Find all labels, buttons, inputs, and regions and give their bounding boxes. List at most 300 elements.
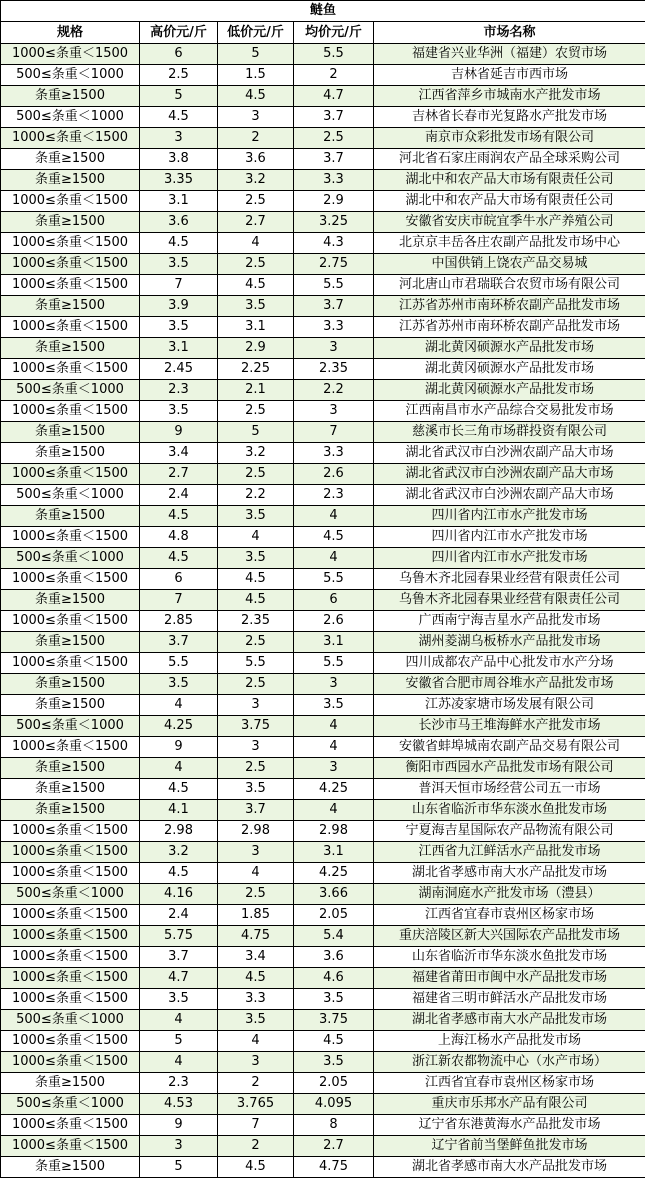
cell-market: 安徽省蚌埠城南农副产品交易有限公司 bbox=[374, 737, 645, 758]
cell-high-price: 3 bbox=[140, 128, 218, 149]
cell-spec: 1000≤条重＜1500 bbox=[1, 254, 140, 275]
table-row bbox=[1, 800, 645, 821]
cell-high-price: 3.35 bbox=[140, 170, 218, 191]
cell-market: 南京市众彩批发市场有限公司 bbox=[374, 128, 645, 149]
cell-low-price: 4.5 bbox=[218, 86, 294, 107]
table-row bbox=[1, 968, 645, 989]
cell-avg-price: 3 bbox=[294, 401, 374, 422]
cell-spec: 1000≤条重＜1500 bbox=[1, 569, 140, 590]
cell-low-price: 3.1 bbox=[218, 317, 294, 338]
cell-low-price: 3.765 bbox=[218, 1094, 294, 1115]
cell-spec: 条重≥1500 bbox=[1, 800, 140, 821]
cell-market: 江西省九江鲜活水产品批发市场 bbox=[374, 842, 645, 863]
cell-high-price: 2.85 bbox=[140, 611, 218, 632]
cell-market: 江苏省苏州市南环桥农副产品批发市场 bbox=[374, 296, 645, 317]
table-row bbox=[1, 737, 645, 758]
cell-low-price: 3.5 bbox=[218, 779, 294, 800]
cell-avg-price: 3.5 bbox=[294, 1052, 374, 1073]
cell-low-price: 3.5 bbox=[218, 1010, 294, 1031]
cell-spec: 1000≤条重＜1500 bbox=[1, 44, 140, 65]
table-row bbox=[1, 905, 645, 926]
cell-market: 湖北黄冈硕源水产品批发市场 bbox=[374, 380, 645, 401]
cell-spec: 条重≥1500 bbox=[1, 422, 140, 443]
table-row bbox=[1, 758, 645, 779]
table-row bbox=[1, 842, 645, 863]
cell-high-price: 4.5 bbox=[140, 107, 218, 128]
cell-low-price: 2.5 bbox=[218, 674, 294, 695]
header-low-price: 低价元/斤 bbox=[218, 22, 294, 44]
cell-avg-price: 4 bbox=[294, 506, 374, 527]
cell-high-price: 4.8 bbox=[140, 527, 218, 548]
cell-high-price: 3.9 bbox=[140, 296, 218, 317]
cell-low-price: 4.5 bbox=[218, 1157, 294, 1178]
cell-market: 四川省内江市水产批发市场 bbox=[374, 548, 645, 569]
cell-high-price: 4 bbox=[140, 1052, 218, 1073]
cell-avg-price: 2.75 bbox=[294, 254, 374, 275]
cell-avg-price: 2.6 bbox=[294, 464, 374, 485]
cell-spec: 条重≥1500 bbox=[1, 86, 140, 107]
cell-avg-price: 2.35 bbox=[294, 359, 374, 380]
cell-avg-price: 2.05 bbox=[294, 905, 374, 926]
cell-high-price: 7 bbox=[140, 275, 218, 296]
table-row bbox=[1, 422, 645, 443]
table-row bbox=[1, 569, 645, 590]
cell-market: 安徽省安庆市皖宜季牛水产养殖公司 bbox=[374, 212, 645, 233]
cell-spec: 1000≤条重＜1500 bbox=[1, 401, 140, 422]
cell-high-price: 7 bbox=[140, 590, 218, 611]
cell-avg-price: 3.3 bbox=[294, 317, 374, 338]
cell-market: 山东省临沂市华东淡水鱼批发市场 bbox=[374, 947, 645, 968]
cell-spec: 500≤条重＜1000 bbox=[1, 485, 140, 506]
cell-avg-price: 3.75 bbox=[294, 1010, 374, 1031]
table-row bbox=[1, 380, 645, 401]
table-row bbox=[1, 506, 645, 527]
cell-avg-price: 4.5 bbox=[294, 527, 374, 548]
cell-low-price: 2.35 bbox=[218, 611, 294, 632]
table-row bbox=[1, 1010, 645, 1031]
table-row bbox=[1, 926, 645, 947]
cell-avg-price: 4.75 bbox=[294, 1157, 374, 1178]
cell-low-price: 2.2 bbox=[218, 485, 294, 506]
cell-high-price: 4 bbox=[140, 1010, 218, 1031]
table-row bbox=[1, 1094, 645, 1115]
cell-high-price: 2.4 bbox=[140, 485, 218, 506]
table-row bbox=[1, 1031, 645, 1052]
cell-market: 四川成都农产品中心批发市水产分场 bbox=[374, 653, 645, 674]
cell-market: 江西南昌市水产品综合交易批发市场 bbox=[374, 401, 645, 422]
cell-high-price: 3.5 bbox=[140, 674, 218, 695]
cell-spec: 条重≥1500 bbox=[1, 674, 140, 695]
cell-low-price: 2.1 bbox=[218, 380, 294, 401]
cell-market: 江西省萍乡市城南水产批发市场 bbox=[374, 86, 645, 107]
table-title: 鲢鱼 bbox=[1, 1, 645, 22]
cell-low-price: 2.9 bbox=[218, 338, 294, 359]
table-row bbox=[1, 1052, 645, 1073]
cell-market: 宁夏海吉星国际农产品物流有限公司 bbox=[374, 821, 645, 842]
table-body bbox=[1, 44, 645, 1178]
cell-avg-price: 6 bbox=[294, 590, 374, 611]
table-row bbox=[1, 527, 645, 548]
cell-avg-price: 5.5 bbox=[294, 653, 374, 674]
cell-spec: 500≤条重＜1000 bbox=[1, 1094, 140, 1115]
cell-market: 中国供销上饶农产品交易城 bbox=[374, 254, 645, 275]
cell-low-price: 3.75 bbox=[218, 716, 294, 737]
cell-spec: 条重≥1500 bbox=[1, 149, 140, 170]
cell-market: 湖北中和农产品大市场有限责任公司 bbox=[374, 191, 645, 212]
table-row bbox=[1, 947, 645, 968]
table-row bbox=[1, 170, 645, 191]
header-avg-price: 均价元/斤 bbox=[294, 22, 374, 44]
table-row bbox=[1, 191, 645, 212]
cell-market: 江苏凌家塘市场发展有限公司 bbox=[374, 695, 645, 716]
cell-spec: 1000≤条重＜1500 bbox=[1, 947, 140, 968]
cell-market: 安徽省合肥市周谷堆水产品批发市场 bbox=[374, 674, 645, 695]
cell-high-price: 3.5 bbox=[140, 989, 218, 1010]
cell-market: 吉林省延吉市西市场 bbox=[374, 65, 645, 86]
cell-spec: 条重≥1500 bbox=[1, 296, 140, 317]
cell-high-price: 3.7 bbox=[140, 632, 218, 653]
table-row bbox=[1, 149, 645, 170]
cell-high-price: 4.25 bbox=[140, 716, 218, 737]
cell-low-price: 3.5 bbox=[218, 548, 294, 569]
cell-avg-price: 3.6 bbox=[294, 947, 374, 968]
cell-market: 慈溪市长三角市场群投资有限公司 bbox=[374, 422, 645, 443]
cell-spec: 500≤条重＜1000 bbox=[1, 65, 140, 86]
cell-low-price: 3.7 bbox=[218, 800, 294, 821]
cell-market: 衡阳市西园水产品批发市场有限公司 bbox=[374, 758, 645, 779]
table-row bbox=[1, 107, 645, 128]
cell-avg-price: 3.1 bbox=[294, 632, 374, 653]
cell-spec: 条重≥1500 bbox=[1, 212, 140, 233]
cell-market: 乌鲁木齐北园春果业经营有限责任公司 bbox=[374, 569, 645, 590]
table-row bbox=[1, 716, 645, 737]
cell-avg-price: 2.6 bbox=[294, 611, 374, 632]
cell-avg-price: 3.3 bbox=[294, 170, 374, 191]
cell-spec: 500≤条重＜1000 bbox=[1, 548, 140, 569]
cell-high-price: 9 bbox=[140, 737, 218, 758]
cell-spec: 条重≥1500 bbox=[1, 443, 140, 464]
table-row bbox=[1, 653, 645, 674]
cell-market: 河北唐山市君瑞联合农贸市场有限公司 bbox=[374, 275, 645, 296]
cell-high-price: 5 bbox=[140, 1157, 218, 1178]
table-row bbox=[1, 611, 645, 632]
cell-high-price: 2.98 bbox=[140, 821, 218, 842]
cell-low-price: 1.85 bbox=[218, 905, 294, 926]
cell-avg-price: 2.5 bbox=[294, 128, 374, 149]
cell-high-price: 9 bbox=[140, 1115, 218, 1136]
cell-low-price: 2.5 bbox=[218, 632, 294, 653]
cell-avg-price: 4.25 bbox=[294, 779, 374, 800]
cell-spec: 500≤条重＜1000 bbox=[1, 380, 140, 401]
cell-market: 福建省莆田市闽中水产品批发市场 bbox=[374, 968, 645, 989]
cell-low-price: 3.3 bbox=[218, 989, 294, 1010]
cell-low-price: 5 bbox=[218, 422, 294, 443]
cell-high-price: 5 bbox=[140, 86, 218, 107]
table-row bbox=[1, 233, 645, 254]
cell-high-price: 4.5 bbox=[140, 548, 218, 569]
cell-high-price: 2.5 bbox=[140, 65, 218, 86]
cell-spec: 条重≥1500 bbox=[1, 590, 140, 611]
cell-spec: 500≤条重＜1000 bbox=[1, 716, 140, 737]
table-row bbox=[1, 443, 645, 464]
table-row bbox=[1, 254, 645, 275]
cell-spec: 1000≤条重＜1500 bbox=[1, 842, 140, 863]
cell-low-price: 4.75 bbox=[218, 926, 294, 947]
cell-low-price: 4.5 bbox=[218, 569, 294, 590]
cell-high-price: 3.4 bbox=[140, 443, 218, 464]
cell-spec: 条重≥1500 bbox=[1, 695, 140, 716]
cell-spec: 1000≤条重＜1500 bbox=[1, 737, 140, 758]
cell-low-price: 4 bbox=[218, 233, 294, 254]
cell-avg-price: 3 bbox=[294, 338, 374, 359]
cell-market: 福建省兴业华洲（福建）农贸市场 bbox=[374, 44, 645, 65]
header-market: 市场名称 bbox=[374, 22, 645, 44]
cell-high-price: 3.2 bbox=[140, 842, 218, 863]
cell-market: 重庆市乐邦水产品有限公司 bbox=[374, 1094, 645, 1115]
cell-avg-price: 3 bbox=[294, 758, 374, 779]
cell-high-price: 5.75 bbox=[140, 926, 218, 947]
cell-spec: 500≤条重＜1000 bbox=[1, 884, 140, 905]
cell-avg-price: 3.66 bbox=[294, 884, 374, 905]
cell-avg-price: 4.3 bbox=[294, 233, 374, 254]
cell-low-price: 3.2 bbox=[218, 443, 294, 464]
cell-low-price: 2.98 bbox=[218, 821, 294, 842]
header-row bbox=[1, 22, 645, 44]
cell-spec: 1000≤条重＜1500 bbox=[1, 128, 140, 149]
cell-avg-price: 3.7 bbox=[294, 296, 374, 317]
cell-market: 北京京丰岳各庄农副产品批发市场中心 bbox=[374, 233, 645, 254]
cell-spec: 1000≤条重＜1500 bbox=[1, 317, 140, 338]
cell-low-price: 2 bbox=[218, 128, 294, 149]
cell-avg-price: 3 bbox=[294, 674, 374, 695]
cell-market: 江西省宜春市袁州区杨家市场 bbox=[374, 1073, 645, 1094]
cell-spec: 条重≥1500 bbox=[1, 1157, 140, 1178]
table-row bbox=[1, 989, 645, 1010]
cell-market: 江苏省苏州市南环桥农副产品批发市场 bbox=[374, 317, 645, 338]
cell-high-price: 4.16 bbox=[140, 884, 218, 905]
cell-avg-price: 4.6 bbox=[294, 968, 374, 989]
cell-spec: 1000≤条重＜1500 bbox=[1, 926, 140, 947]
cell-spec: 1000≤条重＜1500 bbox=[1, 191, 140, 212]
cell-avg-price: 2 bbox=[294, 65, 374, 86]
cell-high-price: 2.3 bbox=[140, 1073, 218, 1094]
cell-spec: 1000≤条重＜1500 bbox=[1, 1031, 140, 1052]
cell-low-price: 7 bbox=[218, 1115, 294, 1136]
cell-high-price: 6 bbox=[140, 569, 218, 590]
table-row bbox=[1, 485, 645, 506]
title-row bbox=[1, 1, 645, 22]
cell-low-price: 4 bbox=[218, 1031, 294, 1052]
cell-avg-price: 3.25 bbox=[294, 212, 374, 233]
cell-high-price: 3 bbox=[140, 1136, 218, 1157]
cell-low-price: 3.5 bbox=[218, 506, 294, 527]
cell-spec: 1000≤条重＜1500 bbox=[1, 863, 140, 884]
table-row bbox=[1, 695, 645, 716]
cell-low-price: 3.2 bbox=[218, 170, 294, 191]
cell-low-price: 2.25 bbox=[218, 359, 294, 380]
cell-avg-price: 5.4 bbox=[294, 926, 374, 947]
table-row bbox=[1, 296, 645, 317]
cell-low-price: 4.5 bbox=[218, 968, 294, 989]
table-row bbox=[1, 674, 645, 695]
cell-spec: 1000≤条重＜1500 bbox=[1, 275, 140, 296]
cell-low-price: 5.5 bbox=[218, 653, 294, 674]
cell-spec: 500≤条重＜1000 bbox=[1, 107, 140, 128]
table-row bbox=[1, 212, 645, 233]
cell-avg-price: 4 bbox=[294, 716, 374, 737]
cell-spec: 1000≤条重＜1500 bbox=[1, 1115, 140, 1136]
table-row bbox=[1, 359, 645, 380]
cell-spec: 条重≥1500 bbox=[1, 1073, 140, 1094]
cell-market: 湖北省孝感市南大水产品批发市场 bbox=[374, 1157, 645, 1178]
cell-spec: 条重≥1500 bbox=[1, 779, 140, 800]
cell-avg-price: 2.2 bbox=[294, 380, 374, 401]
cell-market: 辽宁省东港黄海水产品批发市场 bbox=[374, 1115, 645, 1136]
cell-low-price: 3 bbox=[218, 1052, 294, 1073]
table-row bbox=[1, 884, 645, 905]
table-row bbox=[1, 1115, 645, 1136]
table-row bbox=[1, 44, 645, 65]
cell-spec: 条重≥1500 bbox=[1, 758, 140, 779]
table-row bbox=[1, 1073, 645, 1094]
cell-market: 湖北省孝感市南大水产品批发市场 bbox=[374, 1010, 645, 1031]
cell-low-price: 4.5 bbox=[218, 590, 294, 611]
cell-market: 湖南洞庭水产批发市场（澧县） bbox=[374, 884, 645, 905]
cell-spec: 500≤条重＜1000 bbox=[1, 1010, 140, 1031]
cell-market: 吉林省长春市光复路水产批发市场 bbox=[374, 107, 645, 128]
cell-market: 辽宁省前当堡鲜鱼批发市场 bbox=[374, 1136, 645, 1157]
cell-market: 湖北黄冈硕源水产品批发市场 bbox=[374, 359, 645, 380]
cell-high-price: 3.1 bbox=[140, 191, 218, 212]
cell-market: 湖北省武汉市白沙洲农副产品大市场 bbox=[374, 485, 645, 506]
cell-market: 湖北省武汉市白沙洲农副产品大市场 bbox=[374, 443, 645, 464]
cell-high-price: 2.4 bbox=[140, 905, 218, 926]
cell-low-price: 3 bbox=[218, 842, 294, 863]
cell-high-price: 4.1 bbox=[140, 800, 218, 821]
cell-spec: 1000≤条重＜1500 bbox=[1, 464, 140, 485]
cell-spec: 条重≥1500 bbox=[1, 632, 140, 653]
table-row bbox=[1, 65, 645, 86]
cell-market: 江西省宜春市袁州区杨家市场 bbox=[374, 905, 645, 926]
cell-spec: 1000≤条重＜1500 bbox=[1, 1136, 140, 1157]
cell-market: 福建省三明市鲜活水产品批发市场 bbox=[374, 989, 645, 1010]
cell-high-price: 4 bbox=[140, 758, 218, 779]
cell-avg-price: 4 bbox=[294, 548, 374, 569]
cell-market: 广西南宁海吉星水产品批发市场 bbox=[374, 611, 645, 632]
cell-low-price: 3.4 bbox=[218, 947, 294, 968]
cell-market: 四川省内江市水产批发市场 bbox=[374, 506, 645, 527]
header-spec: 规格 bbox=[1, 22, 140, 44]
cell-market: 湖北省武汉市白沙洲农副产品大市场 bbox=[374, 464, 645, 485]
cell-spec: 1000≤条重＜1500 bbox=[1, 611, 140, 632]
cell-high-price: 3.5 bbox=[140, 401, 218, 422]
cell-low-price: 3.5 bbox=[218, 296, 294, 317]
cell-high-price: 3.8 bbox=[140, 149, 218, 170]
cell-avg-price: 7 bbox=[294, 422, 374, 443]
cell-market: 湖北中和农产品大市场有限责任公司 bbox=[374, 170, 645, 191]
table-row bbox=[1, 275, 645, 296]
cell-low-price: 3 bbox=[218, 737, 294, 758]
cell-spec: 条重≥1500 bbox=[1, 338, 140, 359]
cell-market: 浙江新农都物流中心（水产市场） bbox=[374, 1052, 645, 1073]
cell-low-price: 2.5 bbox=[218, 401, 294, 422]
cell-high-price: 6 bbox=[140, 44, 218, 65]
cell-high-price: 3.5 bbox=[140, 254, 218, 275]
cell-high-price: 5 bbox=[140, 1031, 218, 1052]
cell-high-price: 2.45 bbox=[140, 359, 218, 380]
cell-avg-price: 8 bbox=[294, 1115, 374, 1136]
cell-low-price: 2 bbox=[218, 1073, 294, 1094]
cell-avg-price: 5.5 bbox=[294, 569, 374, 590]
cell-high-price: 3.7 bbox=[140, 947, 218, 968]
cell-low-price: 5 bbox=[218, 44, 294, 65]
cell-high-price: 4.53 bbox=[140, 1094, 218, 1115]
cell-high-price: 4.5 bbox=[140, 779, 218, 800]
cell-low-price: 3.6 bbox=[218, 149, 294, 170]
cell-avg-price: 3.7 bbox=[294, 149, 374, 170]
cell-market: 四川省内江市水产批发市场 bbox=[374, 527, 645, 548]
cell-low-price: 2 bbox=[218, 1136, 294, 1157]
cell-avg-price: 3.3 bbox=[294, 443, 374, 464]
cell-market: 山东省临沂市华东淡水鱼批发市场 bbox=[374, 800, 645, 821]
cell-spec: 条重≥1500 bbox=[1, 506, 140, 527]
cell-low-price: 4.5 bbox=[218, 275, 294, 296]
cell-low-price: 4 bbox=[218, 863, 294, 884]
cell-high-price: 4.7 bbox=[140, 968, 218, 989]
cell-avg-price: 2.3 bbox=[294, 485, 374, 506]
table-row bbox=[1, 590, 645, 611]
cell-market: 普洱天恒市场经营公司五一市场 bbox=[374, 779, 645, 800]
cell-low-price: 2.5 bbox=[218, 254, 294, 275]
cell-avg-price: 3.1 bbox=[294, 842, 374, 863]
cell-high-price: 3.6 bbox=[140, 212, 218, 233]
cell-low-price: 2.5 bbox=[218, 758, 294, 779]
cell-spec: 1000≤条重＜1500 bbox=[1, 233, 140, 254]
cell-high-price: 5.5 bbox=[140, 653, 218, 674]
cell-spec: 条重≥1500 bbox=[1, 170, 140, 191]
cell-spec: 1000≤条重＜1500 bbox=[1, 989, 140, 1010]
table-row bbox=[1, 632, 645, 653]
cell-high-price: 4.5 bbox=[140, 506, 218, 527]
cell-market: 乌鲁木齐北园春果业经营有限责任公司 bbox=[374, 590, 645, 611]
cell-spec: 1000≤条重＜1500 bbox=[1, 968, 140, 989]
cell-low-price: 2.5 bbox=[218, 191, 294, 212]
cell-market: 湖州菱湖乌板桥水产品批发市场 bbox=[374, 632, 645, 653]
cell-avg-price: 4.25 bbox=[294, 863, 374, 884]
table-row bbox=[1, 821, 645, 842]
cell-high-price: 4 bbox=[140, 695, 218, 716]
cell-high-price: 4.5 bbox=[140, 863, 218, 884]
cell-avg-price: 4.5 bbox=[294, 1031, 374, 1052]
cell-high-price: 4.5 bbox=[140, 233, 218, 254]
cell-spec: 1000≤条重＜1500 bbox=[1, 359, 140, 380]
cell-high-price: 3.5 bbox=[140, 317, 218, 338]
cell-spec: 1000≤条重＜1500 bbox=[1, 653, 140, 674]
cell-avg-price: 2.05 bbox=[294, 1073, 374, 1094]
cell-spec: 1000≤条重＜1500 bbox=[1, 1052, 140, 1073]
cell-market: 上海江杨水产品批发市场 bbox=[374, 1031, 645, 1052]
cell-avg-price: 4.7 bbox=[294, 86, 374, 107]
table-row bbox=[1, 338, 645, 359]
table-row bbox=[1, 317, 645, 338]
cell-avg-price: 3.7 bbox=[294, 107, 374, 128]
cell-high-price: 9 bbox=[140, 422, 218, 443]
table-row bbox=[1, 128, 645, 149]
cell-high-price: 3.1 bbox=[140, 338, 218, 359]
cell-spec: 1000≤条重＜1500 bbox=[1, 527, 140, 548]
cell-low-price: 2.5 bbox=[218, 884, 294, 905]
cell-low-price: 1.5 bbox=[218, 65, 294, 86]
